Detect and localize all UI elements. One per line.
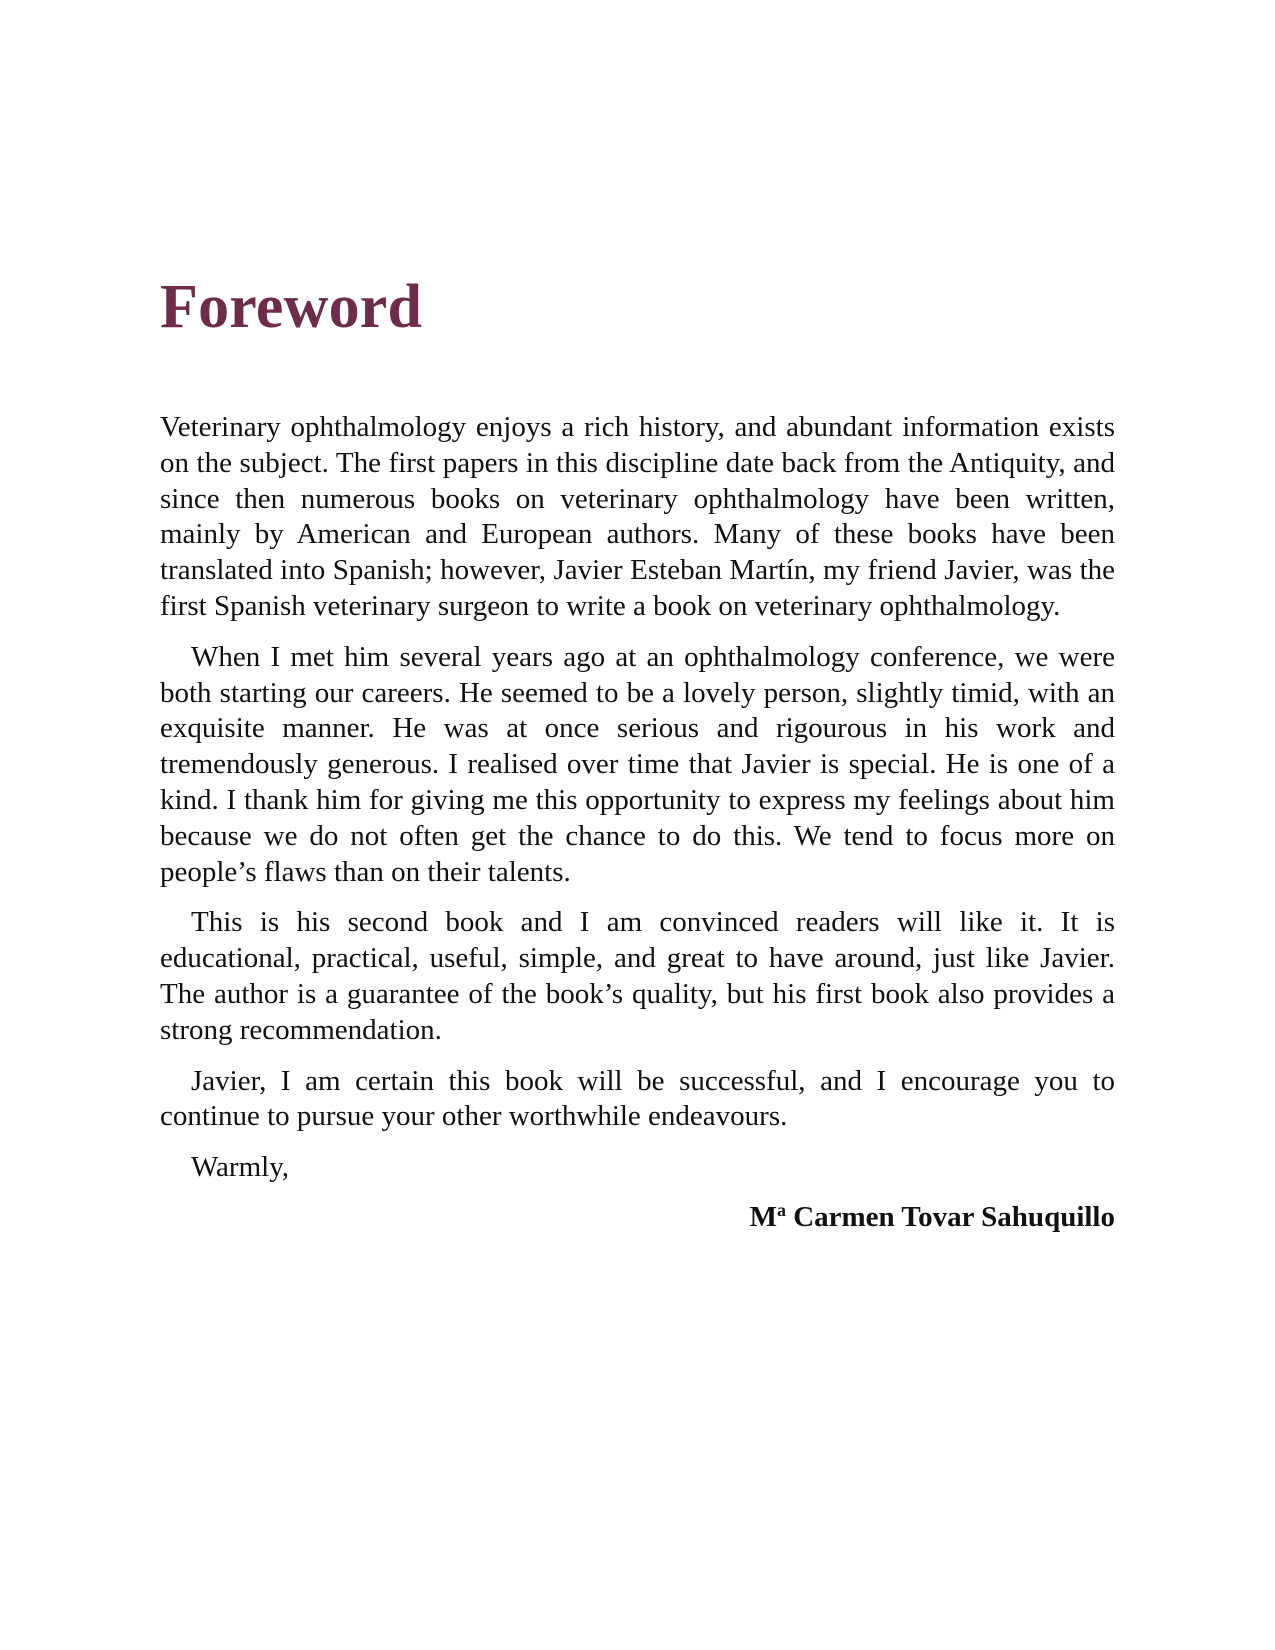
signature-superscript: a <box>776 1200 786 1221</box>
paragraph-4: Javier, I am certain this book will be successful, and I encourage you to continue to pursue your other worthwhile endeavours. <box>160 1064 1115 1133</box>
closing-salutation: Warmly, <box>191 1151 290 1184</box>
author-signature <box>160 1200 1115 1236</box>
paragraph-2: When I met him several years ago at an ophthalmology conference, we were both starting our careers. He seemed to be a lovely person, slightly timid, with an exquisite manner. He was at once serious and rigourous in his work and tremendously generous. I realised over time that Javier is special. He is one of a kind. I thank him for giving me this opportunity to express my feelings about him because we do not often get the chance to do this. We tend to focus more on people’s flaws than on their talents. <box>160 640 1115 888</box>
signature-name: Carmen Tovar Sahuquillo <box>793 1200 1115 1233</box>
page-title: Foreword <box>160 273 423 341</box>
signature-initial: M <box>749 1200 777 1233</box>
paragraph-3: This is his second book and I am convinced readers will like it. It is educational, practical, useful, simple, and great to have around, just like Javier. The author is a guarantee of the book’s quality, but his first book also provides a strong recommendation. <box>160 906 1115 1046</box>
foreword-page <box>160 273 1115 1236</box>
paragraph-1: Veterinary ophthalmology enjoys a rich history, and abundant information exists on the subject. The first papers in this discipline date back from the Antiquity, and since then numerous books on veterinary ophthalmology have been written, mainly by American and European authors. Many of these books have been translated into Spanish; however, Javier Esteban Martín, my friend Javier, was the first Spanish veterinary surgeon to write a book on veterinary ophthalmology. <box>160 411 1115 622</box>
foreword-body <box>160 410 1115 1236</box>
